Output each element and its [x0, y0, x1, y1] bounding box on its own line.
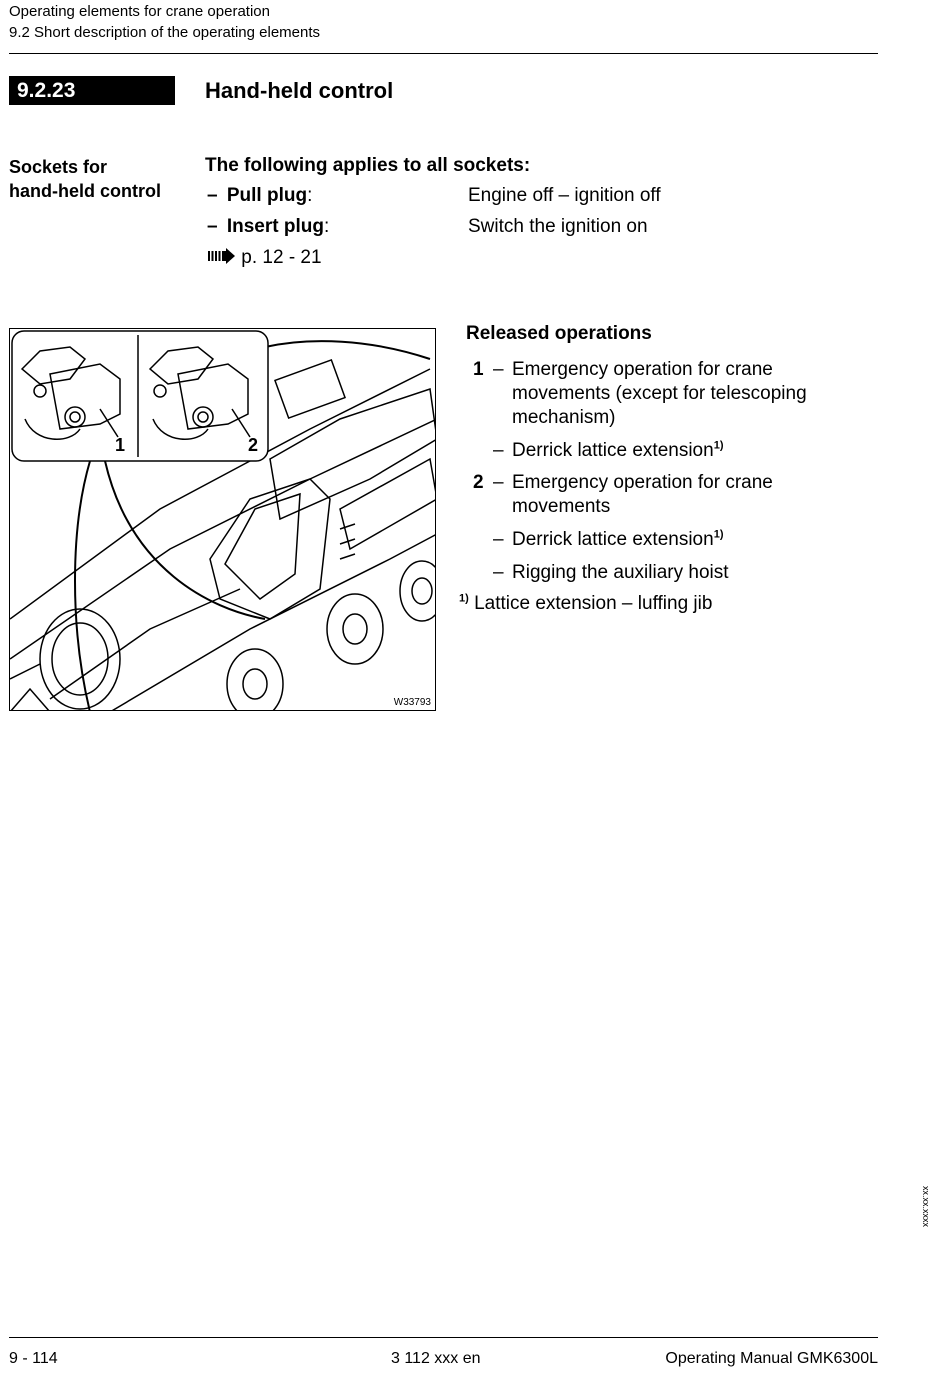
row-dash: –: [207, 216, 218, 237]
row-colon: :: [323, 216, 330, 237]
footnote-ref: 1): [713, 439, 724, 452]
crane-illustration: [10, 329, 436, 711]
item2-sub1: [512, 528, 723, 552]
socket-2-label: 2: [248, 435, 259, 455]
item1-sub-text: Derrick lattice extension: [512, 440, 714, 461]
released-title: Released operations: [466, 323, 652, 344]
header-section: 9.2 Short description of the operating elements: [9, 24, 321, 41]
item2-sub1-dash: –: [493, 529, 504, 550]
footnote: [459, 592, 712, 616]
item1-dash: –: [493, 359, 504, 380]
item1-number: 1: [473, 359, 484, 380]
row-dash: –: [207, 185, 218, 206]
section-title: Hand-held control: [205, 78, 394, 103]
arrow-reference-icon: [208, 248, 236, 264]
header-chapter: Operating elements for crane operation: [9, 3, 270, 20]
header-rule: [9, 53, 878, 54]
crane-figure: [9, 328, 436, 711]
socket-detail-callout: [12, 331, 430, 711]
footer-rule: [9, 1337, 878, 1338]
footer-manual-title: Operating Manual GMK6300L: [665, 1350, 878, 1367]
pull-plug-label: Pull plug: [226, 185, 308, 206]
item2-sub2-text: Rigging the auxiliary hoist: [512, 562, 729, 583]
insert-plug-label: Insert plug: [226, 216, 324, 237]
insert-plug-value: Switch the ignition on: [468, 216, 648, 237]
item2-sub1-text: Derrick lattice extension: [512, 529, 714, 550]
item2-text: Emergency operation for crane movements: [512, 472, 773, 517]
side-label: [9, 155, 161, 203]
page-reference-text: p. 12 - 21: [241, 247, 322, 268]
item2-dash: –: [493, 472, 504, 493]
side-label-line1: Sockets for: [9, 157, 108, 177]
item1-sub: [512, 439, 723, 463]
sockets-intro: The following applies to all sockets:: [205, 155, 531, 176]
footnote-ref: 1): [713, 528, 724, 541]
figure-code: W33793: [393, 697, 431, 708]
footer-doc-number: 3 112 xxx en: [391, 1350, 481, 1367]
section-number: 9.2.23: [9, 76, 175, 105]
side-code: xx.xx.xxxx: [921, 1186, 931, 1228]
footnote-mark: 1): [459, 592, 469, 605]
pull-plug-value: Engine off – ignition off: [468, 185, 661, 206]
row-insert-plug: [207, 215, 329, 239]
item1-text: Emergency operation for crane movements (except for telescoping mechanism): [512, 359, 807, 428]
item2-sub2-dash: –: [493, 562, 504, 583]
page-reference[interactable]: [208, 246, 322, 270]
row-pull-plug: [207, 184, 312, 208]
row-colon: :: [307, 185, 313, 206]
footnote-text: Lattice extension – luffing jib: [474, 593, 713, 614]
item2-number: 2: [473, 472, 484, 493]
footer-page-number: 9 - 114: [9, 1350, 58, 1367]
socket-1-label: 1: [115, 435, 126, 455]
side-label-line2: hand-held control: [9, 181, 161, 201]
item1-sub-dash: –: [493, 440, 504, 461]
